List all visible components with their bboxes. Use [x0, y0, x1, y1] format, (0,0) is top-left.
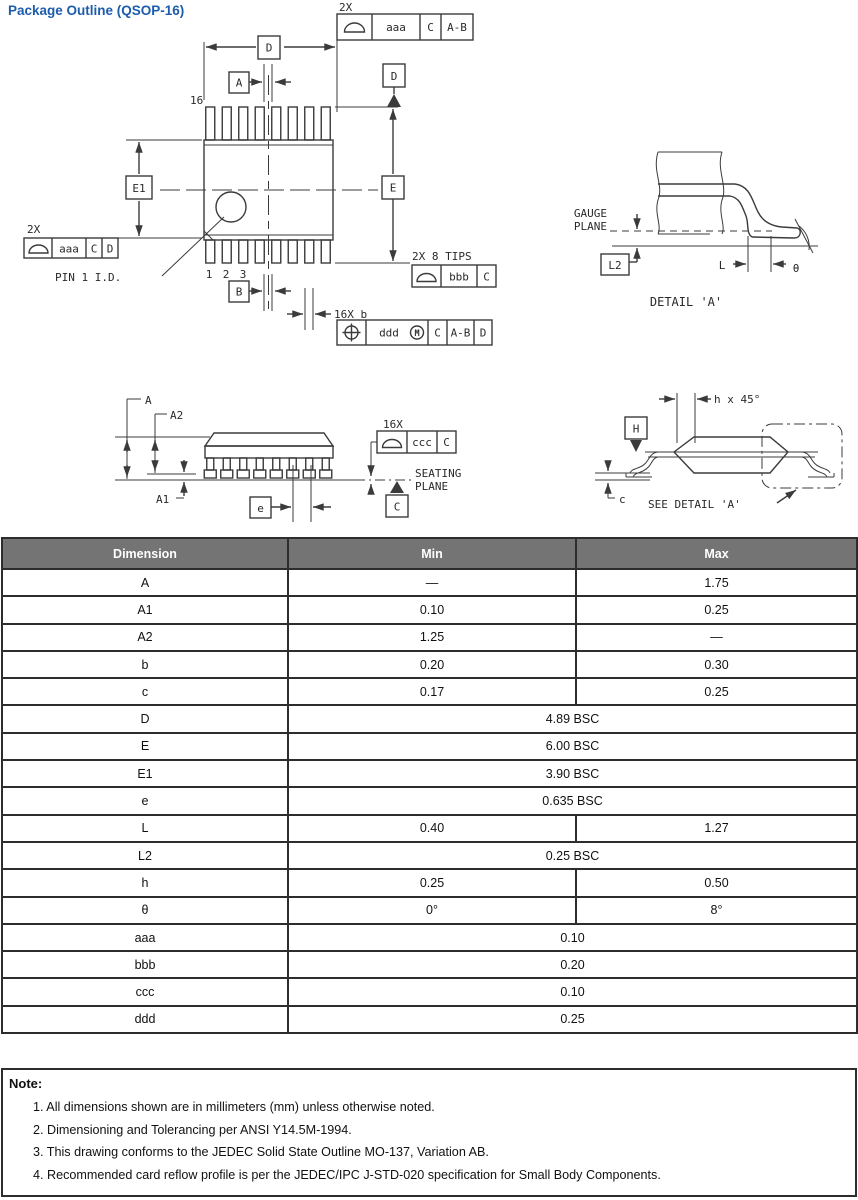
dim-a1 — [156, 460, 184, 506]
dimension-cell: ddd — [2, 1006, 288, 1033]
svg-text:E: E — [389, 181, 397, 195]
table-row — [2, 978, 857, 1005]
datum-d — [383, 64, 405, 107]
value-cell-span: 6.00 BSC — [288, 733, 857, 760]
datum-a — [229, 64, 291, 102]
svg-text:ccc: ccc — [412, 436, 432, 449]
svg-text:aaa: aaa — [59, 242, 79, 256]
max-cell: 1.27 — [576, 815, 857, 842]
table-row — [2, 1006, 857, 1033]
svg-text:A: A — [145, 394, 152, 407]
detail-a-caption: DETAIL 'A' — [649, 295, 723, 309]
dimension-cell: L2 — [2, 842, 288, 869]
header-min: Min — [288, 538, 576, 569]
note-item: 3. This drawing conforms to the JEDEC Solid State Outline MO-137, Variation AB. — [33, 1145, 489, 1159]
qty-label: 16X — [383, 418, 403, 431]
seating-plane-label: SEATING — [415, 467, 462, 480]
dimension-cell: b — [2, 651, 288, 678]
tips-label: 2X 8 TIPS — [412, 250, 472, 263]
max-cell: 8° — [576, 897, 857, 924]
table-header-row — [2, 538, 857, 569]
table-row — [2, 705, 857, 732]
svg-text:L2: L2 — [608, 259, 622, 272]
dimension-cell: e — [2, 787, 288, 814]
svg-text:aaa: aaa — [386, 21, 406, 34]
max-cell: 0.25 — [576, 678, 857, 705]
svg-text:C: C — [427, 21, 434, 34]
dimension-table — [1, 537, 858, 1034]
value-cell-span: 0.25 — [288, 1006, 857, 1033]
svg-text:A1: A1 — [156, 493, 170, 506]
true-position-icon — [343, 324, 361, 342]
svg-text:θ: θ — [792, 262, 800, 275]
dimension-cell: bbb — [2, 951, 288, 978]
svg-text:C: C — [393, 500, 401, 514]
svg-text:L: L — [718, 259, 726, 272]
table-row — [2, 678, 857, 705]
svg-text:D: D — [479, 326, 487, 340]
pin1-id-circle — [216, 192, 246, 222]
table-row — [2, 815, 857, 842]
dim-c — [595, 461, 650, 506]
dimension-cell: L — [2, 815, 288, 842]
profile-surface-icon — [345, 23, 365, 32]
svg-text:B: B — [235, 285, 243, 299]
side-leads — [204, 458, 332, 478]
dimension-cell: c — [2, 678, 288, 705]
svg-text:A-B: A-B — [450, 326, 471, 340]
material-condition-icon — [411, 326, 424, 339]
pin-number-1: 1 — [205, 268, 213, 281]
svg-text:C: C — [434, 326, 441, 340]
dimension-cell: A — [2, 569, 288, 596]
gauge-plane-label: GAUGE — [573, 207, 607, 220]
svg-text:A2: A2 — [170, 409, 184, 422]
svg-text:C: C — [483, 270, 490, 284]
package-outline-drawing — [0, 0, 858, 533]
svg-text:A-B: A-B — [447, 21, 467, 34]
dimension-cell: E — [2, 733, 288, 760]
datum-h — [625, 417, 647, 452]
table-row — [2, 787, 857, 814]
dimension-cell: E1 — [2, 760, 288, 787]
min-cell: 0.20 — [288, 651, 576, 678]
header-dimension: Dimension — [2, 538, 288, 569]
datum-b — [229, 274, 291, 311]
pin16-number-label: 16 — [190, 94, 204, 107]
max-cell: 1.75 — [576, 569, 857, 596]
svg-text:E1: E1 — [132, 182, 146, 195]
value-cell-span: 4.89 BSC — [288, 705, 857, 732]
max-cell: — — [576, 624, 857, 651]
detail-a-zone-box — [762, 424, 842, 488]
dim-e — [335, 107, 410, 263]
qty-label: 2X — [27, 223, 41, 236]
table-row — [2, 624, 857, 651]
table-row — [2, 951, 857, 978]
fcf-lead-tips — [412, 250, 496, 287]
svg-text:C: C — [90, 242, 98, 256]
pin-number-3: 3 — [239, 268, 247, 281]
min-cell: 0.40 — [288, 815, 576, 842]
value-cell-span: 0.25 BSC — [288, 842, 857, 869]
profile-surface-icon — [417, 274, 436, 282]
fcf-top-right — [337, 1, 473, 40]
svg-text:e: e — [257, 502, 264, 515]
note-item: 4. Recommended card reflow profile is per the JEDEC/IPC J-STD-020 specification for Small Body Components. — [33, 1167, 661, 1182]
value-cell-span: 0.635 BSC — [288, 787, 857, 814]
svg-text:D: D — [390, 70, 398, 83]
datum-c — [386, 481, 408, 517]
notes-heading: Note: — [9, 1076, 43, 1091]
detail-a-view — [574, 152, 818, 309]
seating-plane-label: PLANE — [415, 480, 449, 493]
max-cell: 0.30 — [576, 651, 857, 678]
chamfer-view — [595, 393, 842, 511]
table-row — [2, 842, 857, 869]
svg-text:c: c — [619, 493, 626, 506]
dimension-cell: D — [2, 705, 288, 732]
min-cell: 0.10 — [288, 596, 576, 623]
svg-text:M: M — [414, 329, 420, 339]
max-cell: 0.50 — [576, 869, 857, 896]
min-cell: 0.25 — [288, 869, 576, 896]
dim-d — [204, 36, 337, 112]
page-title: Package Outline (QSOP-16) — [8, 3, 185, 18]
svg-text:ddd: ddd — [379, 326, 399, 340]
table-row — [2, 869, 857, 896]
svg-text:bbb: bbb — [449, 270, 469, 284]
note-item: 1. All dimensions shown are in millimeters (mm) unless otherwise noted. — [33, 1100, 435, 1114]
dim-l2 — [601, 254, 637, 275]
value-cell-span: 3.90 BSC — [288, 760, 857, 787]
pin1-id-label: PIN 1 I.D. — [55, 271, 122, 284]
min-cell: 0° — [288, 897, 576, 924]
dim-a2 — [155, 409, 183, 473]
chamfer-label: h x 45° — [714, 393, 761, 406]
header-max: Max — [576, 538, 857, 569]
dim-e-pitch — [250, 465, 331, 522]
note-item: 2. Dimensioning and Tolerancing per ANSI Y14.5M-1994. — [33, 1122, 352, 1137]
gauge-plane-label: PLANE — [573, 220, 607, 233]
pin-number-2: 2 — [222, 268, 230, 281]
value-cell-span: 0.10 — [288, 924, 857, 951]
table-row — [2, 760, 857, 787]
table-row — [2, 924, 857, 951]
dimension-cell: h — [2, 869, 288, 896]
table-row — [2, 733, 857, 760]
fcf-left — [24, 223, 118, 258]
table-row — [2, 897, 857, 924]
lead-width-label: 16X b — [334, 308, 368, 321]
table-row — [2, 596, 857, 623]
side-view — [115, 394, 461, 522]
svg-text:H: H — [632, 422, 640, 436]
table-row — [2, 569, 857, 596]
dim-l — [719, 236, 786, 272]
qty-label: 2X — [339, 1, 353, 14]
svg-text:A: A — [235, 76, 243, 90]
dimension-table-body — [2, 569, 857, 1033]
value-cell-span: 0.10 — [288, 978, 857, 1005]
table-row — [2, 651, 857, 678]
min-cell: 1.25 — [288, 624, 576, 651]
dim-e1 — [118, 140, 202, 238]
dimension-cell: ccc — [2, 978, 288, 1005]
min-cell: 0.17 — [288, 678, 576, 705]
see-detail-label: SEE DETAIL 'A' — [648, 498, 741, 511]
value-cell-span: 0.20 — [288, 951, 857, 978]
svg-text:C: C — [443, 436, 450, 449]
fcf-lead-width — [287, 288, 492, 345]
dimension-cell: θ — [2, 897, 288, 924]
notes-list — [9, 1096, 845, 1186]
svg-text:D: D — [106, 242, 114, 256]
dimension-cell: A1 — [2, 596, 288, 623]
dimension-cell: A2 — [2, 624, 288, 651]
svg-text:D: D — [265, 41, 273, 55]
max-cell: 0.25 — [576, 596, 857, 623]
profile-surface-icon — [29, 245, 48, 253]
dimension-cell: aaa — [2, 924, 288, 951]
min-cell: — — [288, 569, 576, 596]
notes-box — [1, 1068, 857, 1197]
top-view — [24, 1, 496, 345]
profile-surface-icon — [383, 440, 402, 448]
